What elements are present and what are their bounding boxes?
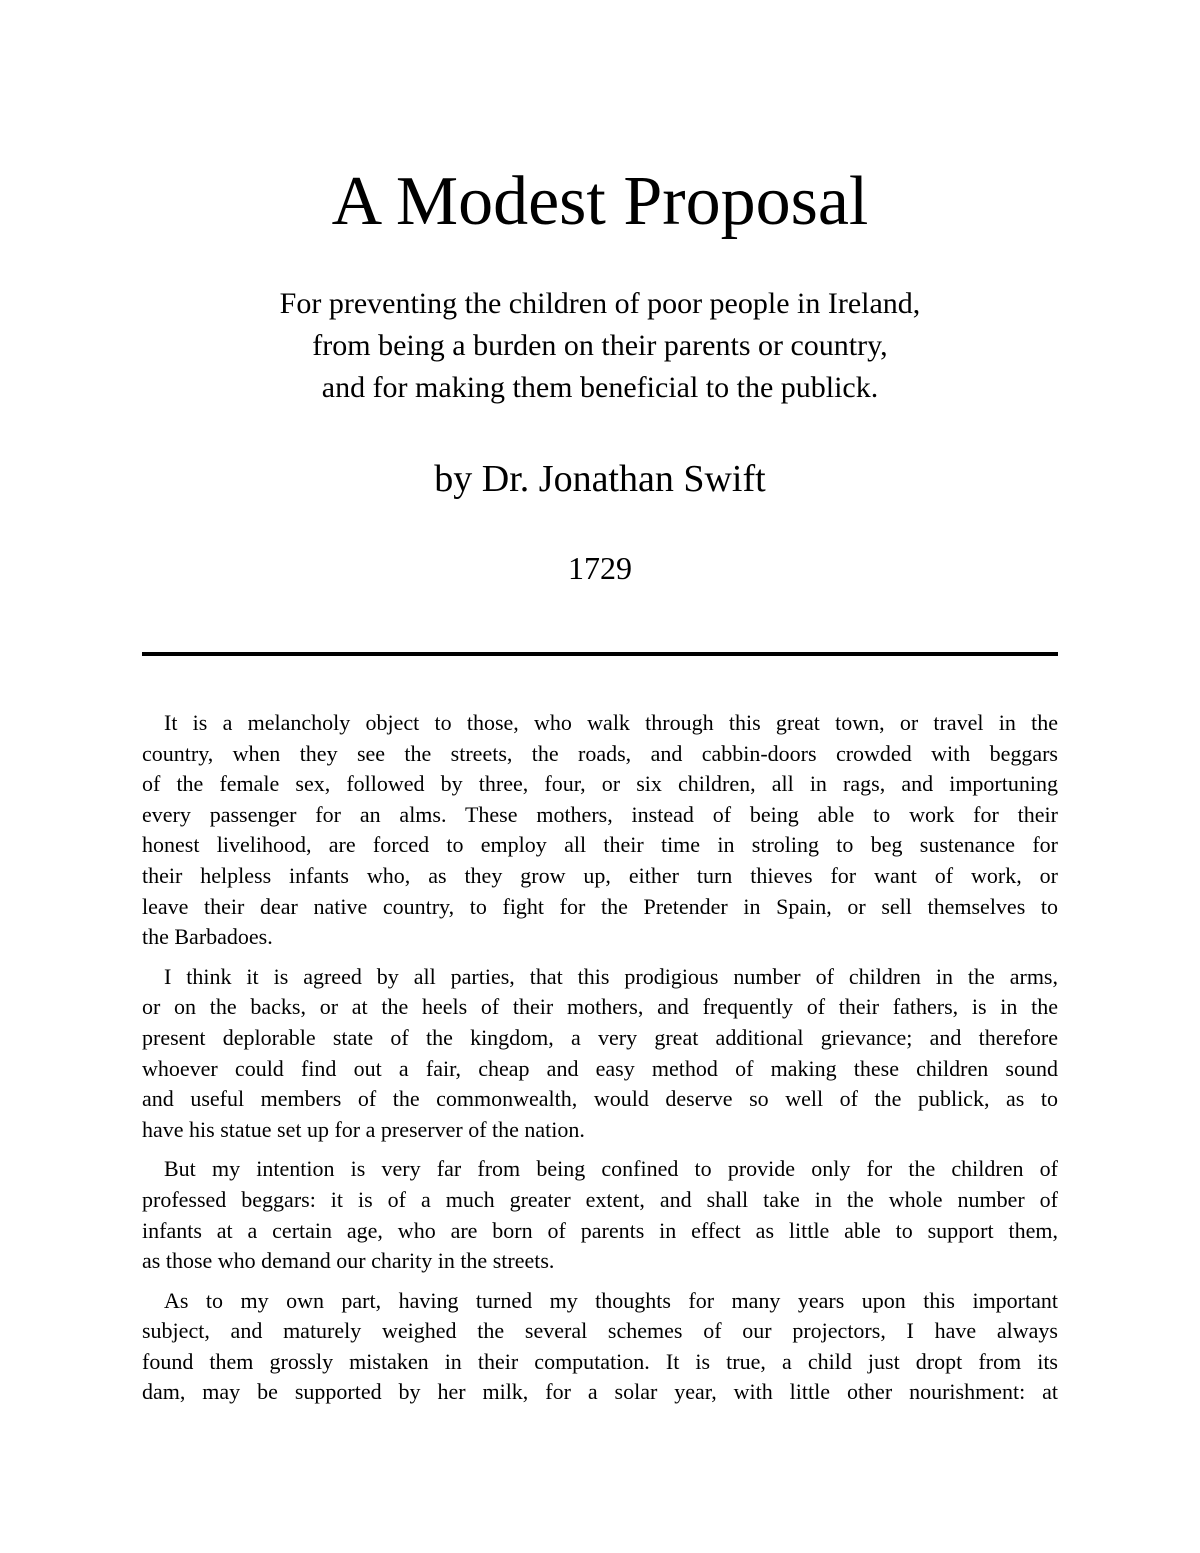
document-author: by Dr. Jonathan Swift [434,458,766,500]
text-line: As to my own part, having turned my thoughts for many years upon this important [164,1287,1058,1313]
text-line: dam, may be supported by her milk, for a solar year, with little other nourishment: at [142,1379,1058,1405]
text-line: honest livelihood, are forced to employ all their time in stroling to beg sustenance for [142,832,1058,858]
text-line: as those who demand our charity in the streets. [142,1248,555,1274]
subtitle-line: and for making them beneficial to the publick. [321,371,879,404]
text-line: country, when they see the streets, the roads, and cabbin-doors crowded with beggars [142,740,1058,766]
paragraph [142,1154,1058,1276]
text-line: professed beggars: it is of a much greater extent, and shall take in the whole number of [142,1186,1058,1212]
horizontal-divider [142,652,1058,656]
document-subtitle [0,283,1200,409]
text-line: or on the backs, or at the heels of their mothers, and frequently of their fathers, is in the [142,994,1058,1020]
body-text [142,708,1058,1417]
text-line: I think it is agreed by all parties, that this prodigious number of children in the arms, [164,963,1058,989]
text-line: subject, and maturely weighed the several schemes of our projectors, I have always [142,1318,1058,1344]
document-year: 1729 [568,550,632,586]
subtitle-line: For preventing the children of poor people in Ireland, [279,287,921,320]
text-line: found them grossly mistaken in their computation. It is true, a child just dropt from its [142,1348,1058,1374]
paragraph [142,708,1058,953]
text-line: It is a melancholy object to those, who walk through this great town, or travel in the [164,710,1058,735]
paragraph [142,962,1058,1146]
text-line: But my intention is very far from being confined to provide only for the children of [164,1156,1058,1182]
text-line: have his statue set up for a preserver of the nation. [142,1116,585,1142]
document-title: A Modest Proposal [331,163,869,240]
text-line: infants at a certain age, who are born of parents in effect as little able to support them, [142,1217,1058,1243]
text-line: of the female sex, followed by three, four, or six children, all in rags, and importuning [142,771,1058,797]
text-line: leave their dear native country, to fight for the Pretender in Spain, or sell themselves to [142,893,1058,919]
text-line: and useful members of the commonwealth, would deserve so well of the publick, as to [142,1086,1058,1112]
text-line: present deplorable state of the kingdom, a very great additional grievance; and therefore [142,1024,1058,1050]
text-line: the Barbadoes. [142,924,273,950]
text-line: whoever could find out a fair, cheap and easy method of making these children sound [142,1055,1058,1081]
subtitle-line: from being a burden on their parents or country, [312,329,888,362]
text-line: their helpless infants who, as they grow up, either turn thieves for want of work, or [142,862,1058,888]
paragraph [142,1286,1058,1408]
text-line: every passenger for an alms. These mothers, instead of being able to work for their [142,801,1058,827]
